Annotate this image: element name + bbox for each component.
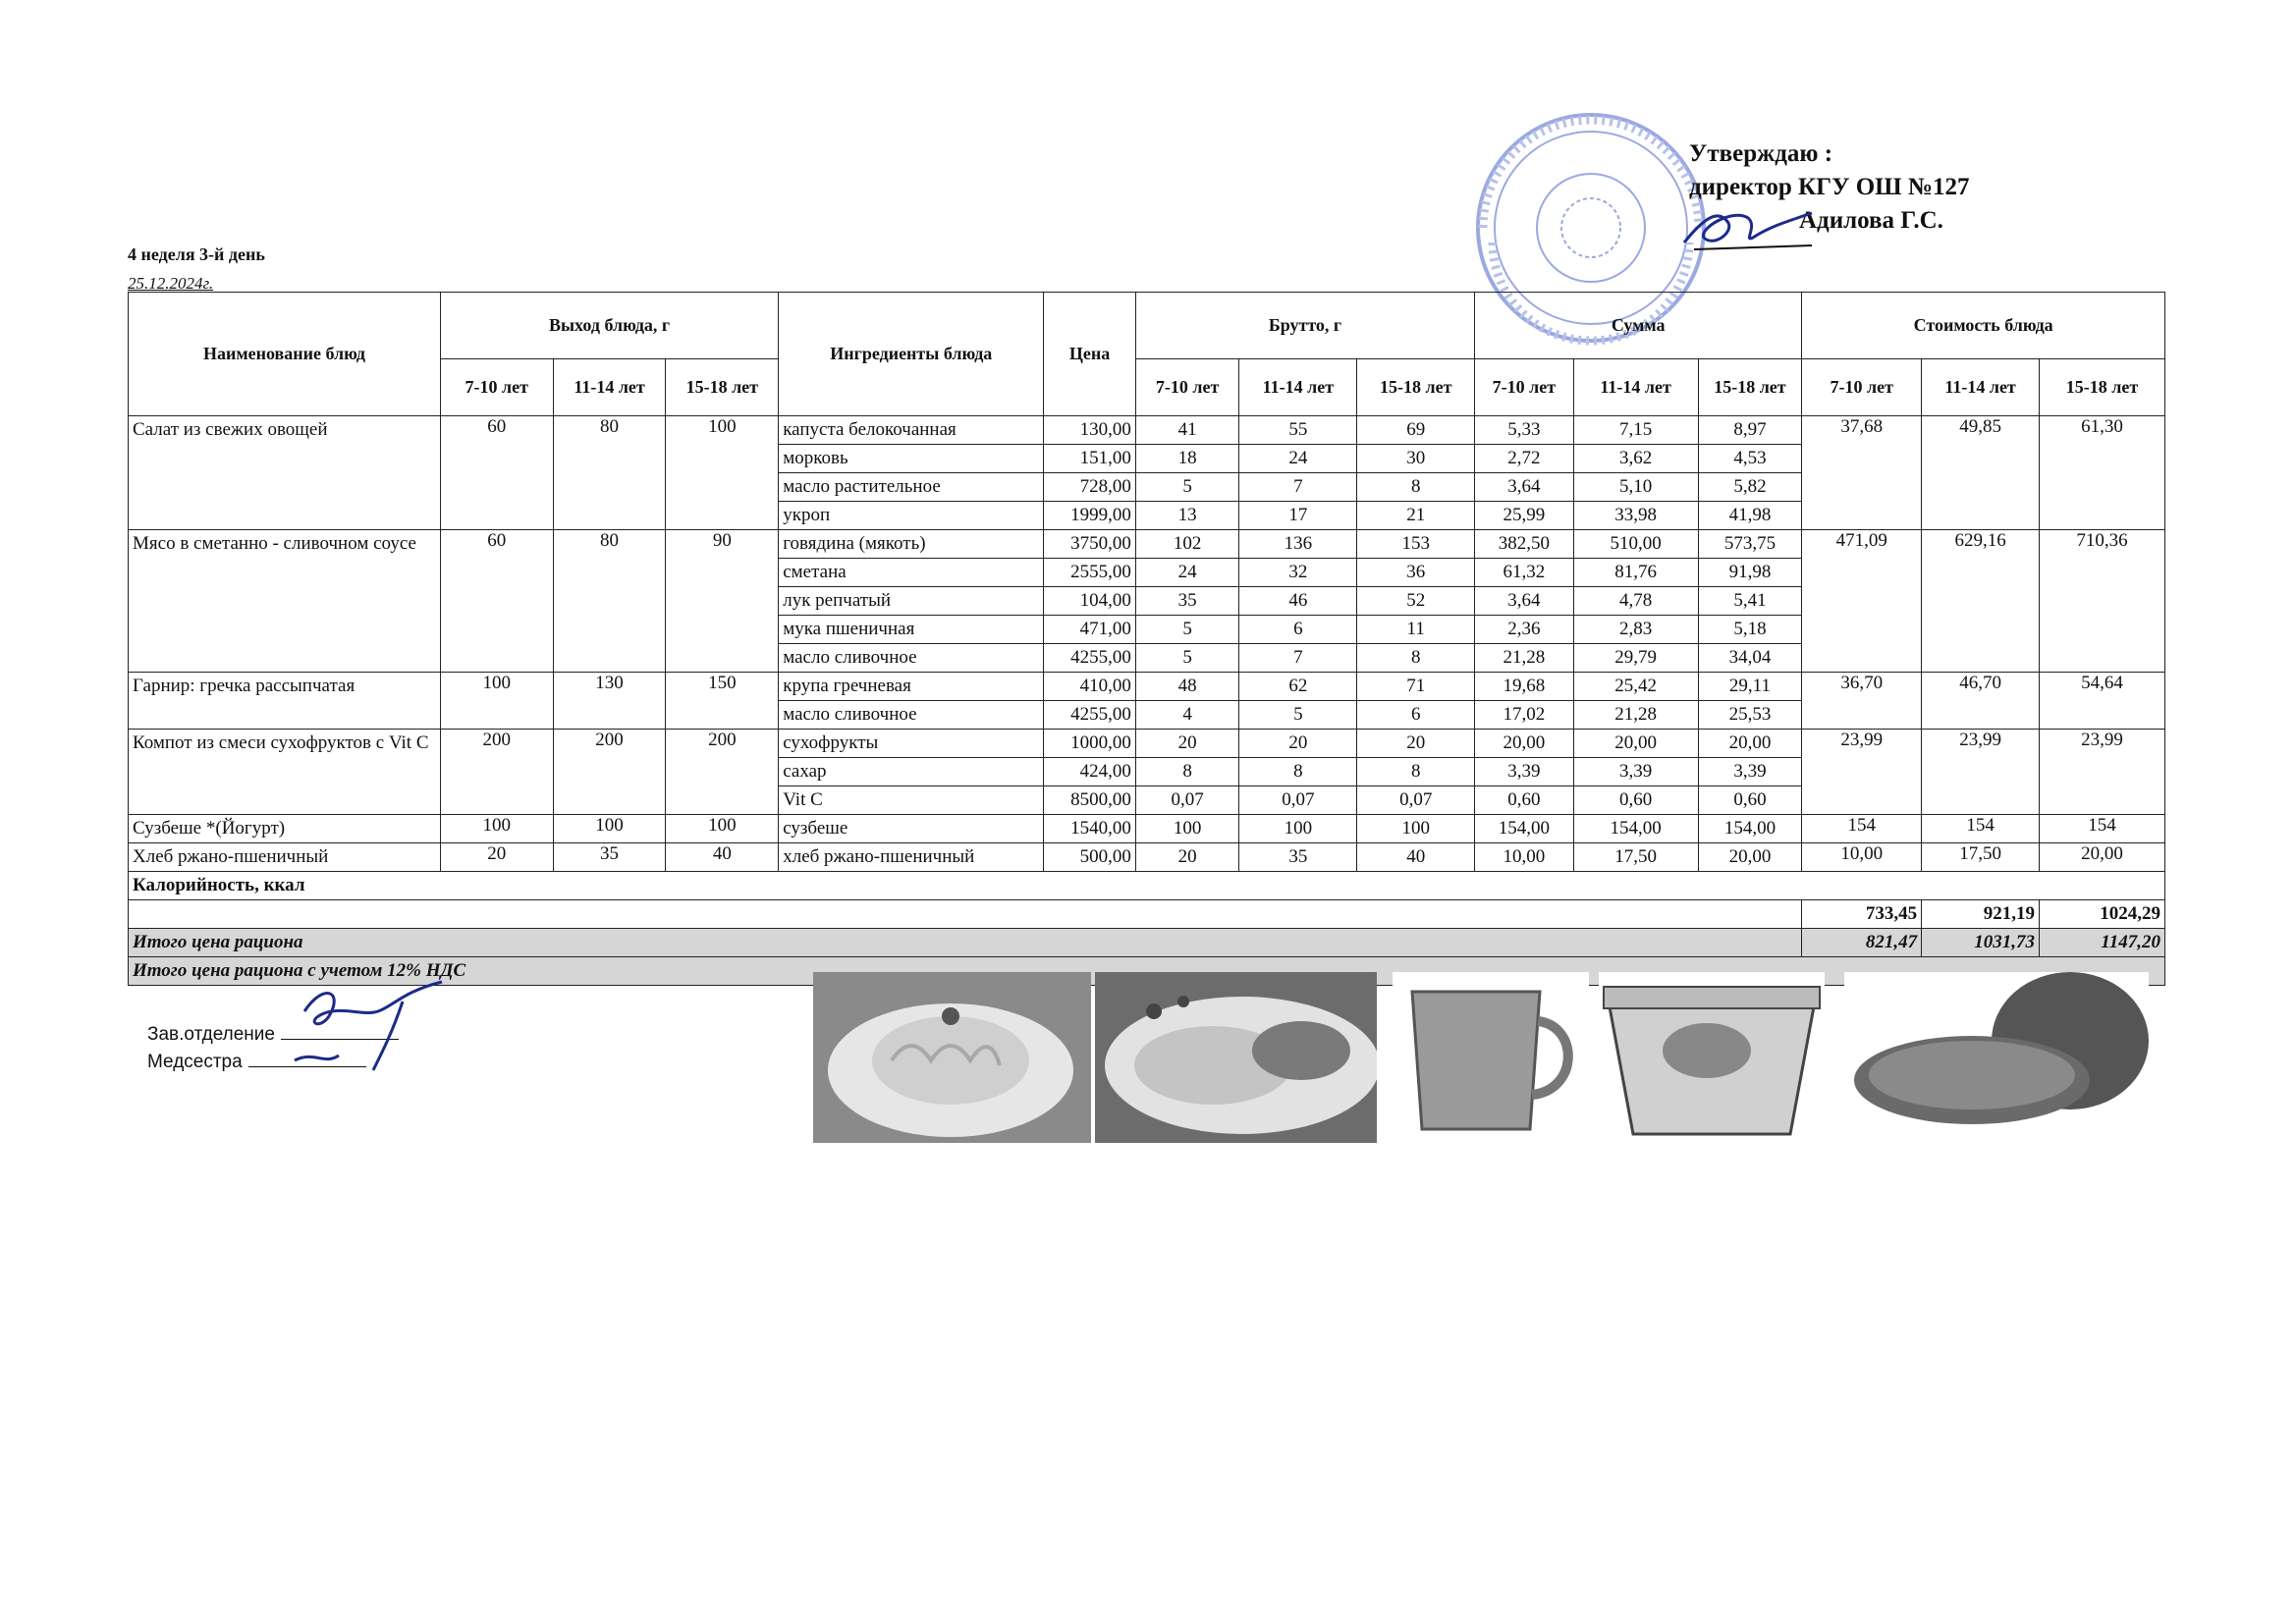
menu-date: 25.12.2024г.: [128, 274, 214, 293]
dish-yield: 130: [553, 673, 666, 730]
total-value: 1031,73: [1922, 929, 2040, 957]
ingredient-brutto: 11: [1357, 616, 1475, 644]
ingredient-name: мука пшеничная: [779, 616, 1044, 644]
header-row-1: [129, 293, 2165, 359]
ingredient-brutto: 7: [1239, 644, 1357, 673]
ingredient-name: сметана: [779, 559, 1044, 587]
ingredient-brutto: 30: [1357, 445, 1475, 473]
dish-yield: 150: [666, 673, 779, 730]
ingredient-brutto: 102: [1135, 530, 1239, 559]
ingredient-brutto: 32: [1239, 559, 1357, 587]
dish-yield: 80: [553, 530, 666, 673]
table-row: [129, 416, 2165, 445]
col-dish-header: Наименование блюд: [129, 293, 441, 416]
ingredient-brutto: 46: [1239, 587, 1357, 616]
ingredient-brutto: 7: [1239, 473, 1357, 502]
dish-cost: 154: [1802, 815, 1922, 843]
ingredient-name: сухофрукты: [779, 730, 1044, 758]
ingredient-sum: 8,97: [1698, 416, 1802, 445]
ingredient-sum: 17,50: [1573, 843, 1698, 872]
ingredient-sum: 573,75: [1698, 530, 1802, 559]
ingredient-brutto: 55: [1239, 416, 1357, 445]
ingredient-sum: 154,00: [1698, 815, 1802, 843]
ingredient-sum: 2,72: [1475, 445, 1574, 473]
table-row: [129, 530, 2165, 559]
ingredient-sum: 21,28: [1475, 644, 1574, 673]
dish-cost: 61,30: [2039, 416, 2164, 530]
dish-cost: 37,68: [1802, 416, 1922, 530]
ingredient-brutto: 48: [1135, 673, 1239, 701]
ingredient-price: 424,00: [1044, 758, 1135, 786]
approval-title: Утверждаю :: [1689, 140, 1833, 167]
ingredient-sum: 7,15: [1573, 416, 1698, 445]
dish-cost: 46,70: [1922, 673, 2040, 730]
yogurt-cup-photo: [1599, 972, 1825, 1143]
ingredient-brutto: 6: [1239, 616, 1357, 644]
ingredient-brutto: 153: [1357, 530, 1475, 559]
ingredient-brutto: 69: [1357, 416, 1475, 445]
dish-cost: 10,00: [1802, 843, 1922, 872]
dish-yield: 200: [440, 730, 553, 815]
age-group-header: 15-18 лет: [1357, 359, 1475, 416]
sum-value: 733,45: [1802, 900, 1922, 929]
dish-cost: 154: [2039, 815, 2164, 843]
ingredient-sum: 19,68: [1475, 673, 1574, 701]
ingredient-brutto: 100: [1239, 815, 1357, 843]
ingredient-brutto: 17: [1239, 502, 1357, 530]
sum-row-spacer: [129, 900, 1802, 929]
ingredient-sum: 10,00: [1475, 843, 1574, 872]
dish-name: Хлеб ржано-пшеничный: [129, 843, 441, 872]
ingredient-sum: 5,18: [1698, 616, 1802, 644]
ingredient-sum: 510,00: [1573, 530, 1698, 559]
ingredient-price: 3750,00: [1044, 530, 1135, 559]
ingredient-brutto: 0,07: [1135, 786, 1239, 815]
ingredient-sum: 3,64: [1475, 473, 1574, 502]
approval-director-name: Адилова Г.С.: [1799, 207, 1943, 234]
ingredient-name: морковь: [779, 445, 1044, 473]
dish-cost: 20,00: [2039, 843, 2164, 872]
ingredient-sum: 0,60: [1698, 786, 1802, 815]
ingredient-sum: 20,00: [1698, 843, 1802, 872]
dish-cost: 49,85: [1922, 416, 2040, 530]
ingredient-sum: 3,39: [1475, 758, 1574, 786]
ingredient-sum: 20,00: [1573, 730, 1698, 758]
ingredient-name: сахар: [779, 758, 1044, 786]
ingredient-brutto: 20: [1135, 843, 1239, 872]
col-ingredients-header: Ингредиенты блюда: [779, 293, 1044, 416]
ingredient-price: 2555,00: [1044, 559, 1135, 587]
ingredient-brutto: 100: [1135, 815, 1239, 843]
age-group-header: 15-18 лет: [666, 359, 779, 416]
ingredient-sum: 81,76: [1573, 559, 1698, 587]
age-group-header: 15-18 лет: [2039, 359, 2164, 416]
approval-position: директор КГУ ОШ №127: [1689, 174, 1970, 200]
dish-yield: 200: [666, 730, 779, 815]
dish-yield: 100: [440, 673, 553, 730]
ingredient-brutto: 40: [1357, 843, 1475, 872]
col-cost-header: Стоимость блюда: [1802, 293, 2165, 359]
ingredient-sum: 3,39: [1698, 758, 1802, 786]
dish-name: Компот из смеси сухофруктов с Vit C: [129, 730, 441, 815]
dish-cost: 17,50: [1922, 843, 2040, 872]
ingredient-sum: 29,79: [1573, 644, 1698, 673]
dish-yield: 35: [553, 843, 666, 872]
ingredient-brutto: 100: [1357, 815, 1475, 843]
age-group-header: 15-18 лет: [1698, 359, 1802, 416]
col-brutto-header: Брутто, г: [1135, 293, 1474, 359]
ingredient-price: 104,00: [1044, 587, 1135, 616]
ingredient-sum: 3,62: [1573, 445, 1698, 473]
ingredient-brutto: 35: [1135, 587, 1239, 616]
dish-yield: 100: [440, 815, 553, 843]
age-group-header: 11-14 лет: [553, 359, 666, 416]
ingredient-brutto: 4: [1135, 701, 1239, 730]
ingredient-brutto: 71: [1357, 673, 1475, 701]
dish-cost: 629,16: [1922, 530, 2040, 673]
ingredient-brutto: 18: [1135, 445, 1239, 473]
dish-name: Салат из свежих овощей: [129, 416, 441, 530]
ingredient-sum: 0,60: [1475, 786, 1574, 815]
dish-yield: 60: [440, 416, 553, 530]
dish-cost: 710,36: [2039, 530, 2164, 673]
age-group-header: 7-10 лет: [440, 359, 553, 416]
ingredient-sum: 21,28: [1573, 701, 1698, 730]
ingredient-sum: 17,02: [1475, 701, 1574, 730]
dish-yield: 100: [553, 815, 666, 843]
dish-yield: 60: [440, 530, 553, 673]
age-group-header: 11-14 лет: [1239, 359, 1357, 416]
calories-row: [129, 872, 2165, 900]
ingredient-brutto: 13: [1135, 502, 1239, 530]
dish-cost: 154: [1922, 815, 2040, 843]
ingredient-sum: 4,78: [1573, 587, 1698, 616]
dish-yield: 200: [553, 730, 666, 815]
ingredient-sum: 2,36: [1475, 616, 1574, 644]
sum-value: 921,19: [1922, 900, 2040, 929]
ingredient-sum: 25,53: [1698, 701, 1802, 730]
ingredient-brutto: 62: [1239, 673, 1357, 701]
ingredient-sum: 29,11: [1698, 673, 1802, 701]
ingredient-sum: 154,00: [1573, 815, 1698, 843]
ingredient-brutto: 24: [1239, 445, 1357, 473]
rye-bread-photo: [1844, 972, 2149, 1143]
ingredient-brutto: 8: [1357, 758, 1475, 786]
ingredient-brutto: 20: [1239, 730, 1357, 758]
age-group-header: 7-10 лет: [1802, 359, 1922, 416]
ingredient-sum: 5,82: [1698, 473, 1802, 502]
ingredient-brutto: 20: [1135, 730, 1239, 758]
dish-cost: 54,64: [2039, 673, 2164, 730]
ingredient-sum: 3,64: [1475, 587, 1574, 616]
dish-yield: 80: [553, 416, 666, 530]
ingredient-sum: 61,32: [1475, 559, 1574, 587]
ingredient-brutto: 5: [1239, 701, 1357, 730]
ingredient-sum: 382,50: [1475, 530, 1574, 559]
ingredient-sum: 20,00: [1475, 730, 1574, 758]
menu-table: [128, 292, 2165, 986]
ingredient-sum: 25,99: [1475, 502, 1574, 530]
ingredient-price: 500,00: [1044, 843, 1135, 872]
ingredient-price: 728,00: [1044, 473, 1135, 502]
ingredient-brutto: 8: [1357, 473, 1475, 502]
ingredient-price: 1540,00: [1044, 815, 1135, 843]
ingredient-price: 4255,00: [1044, 701, 1135, 730]
sum-row: [129, 900, 2165, 929]
ingredient-name: крупа гречневая: [779, 673, 1044, 701]
ingredient-brutto: 52: [1357, 587, 1475, 616]
ingredient-brutto: 0,07: [1239, 786, 1357, 815]
dish-name: Сузбеше *(Йогурт): [129, 815, 441, 843]
ingredient-sum: 25,42: [1573, 673, 1698, 701]
ingredient-price: 1999,00: [1044, 502, 1135, 530]
ingredient-brutto: 35: [1239, 843, 1357, 872]
total-value: 821,47: [1802, 929, 1922, 957]
dish-cost: 23,99: [1922, 730, 2040, 815]
ingredient-name: Vit C: [779, 786, 1044, 815]
col-yield-header: Выход блюда, г: [440, 293, 778, 359]
ingredient-brutto: 41: [1135, 416, 1239, 445]
total-vat-label: Итого цена рациона с учетом 12% НДС: [129, 957, 2165, 986]
ingredient-sum: 2,83: [1573, 616, 1698, 644]
table-row: [129, 673, 2165, 701]
ingredient-brutto: 20: [1357, 730, 1475, 758]
age-group-header: 11-14 лет: [1922, 359, 2040, 416]
ingredient-sum: 154,00: [1475, 815, 1574, 843]
dish-yield: 40: [666, 843, 779, 872]
ingredient-brutto: 8: [1135, 758, 1239, 786]
dish-cost: 471,09: [1802, 530, 1922, 673]
ingredient-price: 410,00: [1044, 673, 1135, 701]
age-group-header: 11-14 лет: [1573, 359, 1698, 416]
ingredient-name: масло сливочное: [779, 644, 1044, 673]
ingredient-brutto: 24: [1135, 559, 1239, 587]
ingredient-brutto: 5: [1135, 616, 1239, 644]
ingredient-name: лук репчатый: [779, 587, 1044, 616]
ingredient-price: 1000,00: [1044, 730, 1135, 758]
calories-label: Калорийность, ккал: [129, 872, 2165, 900]
dish-cost: 23,99: [2039, 730, 2164, 815]
ingredient-sum: 5,10: [1573, 473, 1698, 502]
ingredient-name: хлеб ржано-пшеничный: [779, 843, 1044, 872]
ingredient-name: капуста белокочанная: [779, 416, 1044, 445]
ingredient-sum: 41,98: [1698, 502, 1802, 530]
ingredient-sum: 0,60: [1573, 786, 1698, 815]
table-row: [129, 815, 2165, 843]
nurse-label: Медсестра: [147, 1052, 243, 1072]
dish-name: Гарнир: гречка рассыпчатая: [129, 673, 441, 730]
table-row: [129, 730, 2165, 758]
ingredient-price: 151,00: [1044, 445, 1135, 473]
ingredient-brutto: 8: [1239, 758, 1357, 786]
ingredient-sum: 34,04: [1698, 644, 1802, 673]
col-sum-header: Сумма: [1475, 293, 1802, 359]
dish-yield: 90: [666, 530, 779, 673]
ingredient-price: 471,00: [1044, 616, 1135, 644]
director-signature: [1674, 189, 1822, 267]
col-price-header: Цена: [1044, 293, 1135, 416]
ingredient-sum: 3,39: [1573, 758, 1698, 786]
dish-cost: 36,70: [1802, 673, 1922, 730]
table-row: [129, 843, 2165, 872]
ingredient-brutto: 0,07: [1357, 786, 1475, 815]
total-value: 1147,20: [2039, 929, 2164, 957]
age-group-header: 7-10 лет: [1135, 359, 1239, 416]
week-day-label: 4 неделя 3-й день: [128, 244, 265, 264]
ingredient-brutto: 5: [1135, 473, 1239, 502]
age-group-header: 7-10 лет: [1475, 359, 1574, 416]
ingredient-brutto: 136: [1239, 530, 1357, 559]
ingredient-sum: 20,00: [1698, 730, 1802, 758]
salad-photo: [813, 972, 1091, 1143]
ingredient-name: говядина (мякоть): [779, 530, 1044, 559]
ingredient-sum: 5,41: [1698, 587, 1802, 616]
dish-yield: 100: [666, 815, 779, 843]
footer-signature: [285, 972, 452, 1080]
ingredient-brutto: 6: [1357, 701, 1475, 730]
dish-yield: 20: [440, 843, 553, 872]
total-row: [129, 929, 2165, 957]
head-of-department-label: Зав.отделение: [147, 1024, 275, 1045]
ingredient-brutto: 36: [1357, 559, 1475, 587]
food-photos: [813, 972, 2149, 1153]
ingredient-name: масло растительное: [779, 473, 1044, 502]
dish-cost: 23,99: [1802, 730, 1922, 815]
sum-value: 1024,29: [2039, 900, 2164, 929]
ingredient-sum: 91,98: [1698, 559, 1802, 587]
ingredient-brutto: 21: [1357, 502, 1475, 530]
ingredient-brutto: 5: [1135, 644, 1239, 673]
total-label: Итого цена рациона: [129, 929, 1802, 957]
ingredient-price: 130,00: [1044, 416, 1135, 445]
ingredient-price: 4255,00: [1044, 644, 1135, 673]
dish-name: Мясо в сметанно - сливочном соусе: [129, 530, 441, 673]
menu-header: [128, 240, 265, 298]
ingredient-sum: 4,53: [1698, 445, 1802, 473]
compote-cup-photo: [1393, 972, 1589, 1143]
ingredient-sum: 33,98: [1573, 502, 1698, 530]
meat-sauce-photo: [1095, 972, 1377, 1143]
ingredient-name: укроп: [779, 502, 1044, 530]
ingredient-name: масло сливочное: [779, 701, 1044, 730]
ingredient-price: 8500,00: [1044, 786, 1135, 815]
ingredient-brutto: 8: [1357, 644, 1475, 673]
ingredient-sum: 5,33: [1475, 416, 1574, 445]
dish-yield: 100: [666, 416, 779, 530]
ingredient-name: сузбеше: [779, 815, 1044, 843]
